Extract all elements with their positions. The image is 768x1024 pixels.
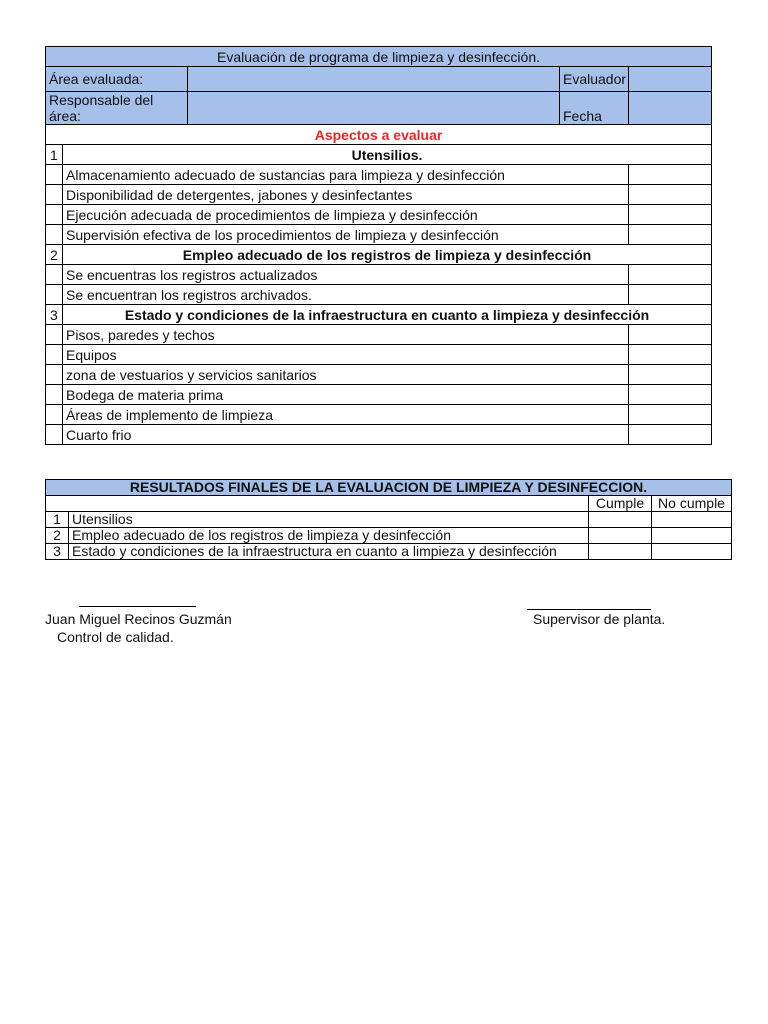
checklist-item bbox=[46, 165, 712, 185]
checklist-item-label: Ejecución adecuada de procedimientos de limpieza y desinfección bbox=[63, 205, 629, 225]
responsible-row bbox=[46, 92, 712, 125]
checklist-item bbox=[46, 425, 712, 445]
checklist-item-label: Cuarto frio bbox=[63, 425, 629, 445]
results-header-row bbox=[46, 496, 732, 512]
checklist-item bbox=[46, 365, 712, 385]
section-title: Empleo adecuado de los registros de limpieza y desinfección bbox=[63, 245, 712, 265]
checklist-item-label: zona de vestuarios y servicios sanitarios bbox=[63, 365, 629, 385]
results-row-label: Estado y condiciones de la infraestructura en cuanto a limpieza y desinfección bbox=[69, 544, 589, 560]
cumple-cell[interactable] bbox=[589, 528, 652, 544]
date-label: Fecha bbox=[560, 92, 629, 125]
area-label: Área evaluada: bbox=[46, 67, 188, 92]
results-row-number: 3 bbox=[46, 544, 69, 560]
checklist-item-label: Áreas de implemento de limpieza bbox=[63, 405, 629, 425]
evaluation-title: Evaluación de programa de limpieza y desinfección. bbox=[46, 47, 712, 67]
cumple-cell[interactable] bbox=[589, 512, 652, 528]
date-value-field[interactable] bbox=[629, 92, 712, 125]
checklist-item bbox=[46, 265, 712, 285]
checklist-item bbox=[46, 385, 712, 405]
checklist-item-label: Equipos bbox=[63, 345, 629, 365]
checklist-item bbox=[46, 225, 712, 245]
checklist-item-label: Almacenamiento adecuado de sustancias para limpieza y desinfección bbox=[63, 165, 629, 185]
evaluator-label: Evaluador bbox=[560, 67, 629, 92]
checklist-item-label: Se encuentras los registros actualizados bbox=[63, 265, 629, 285]
results-row bbox=[46, 512, 732, 528]
checklist-item bbox=[46, 405, 712, 425]
evaluation-title-row bbox=[46, 47, 712, 67]
section-header bbox=[46, 305, 712, 325]
no-cumple-cell[interactable] bbox=[652, 528, 732, 544]
area-row bbox=[46, 67, 712, 92]
left-signature-line bbox=[79, 606, 196, 607]
responsible-value-field[interactable] bbox=[188, 92, 560, 125]
aspects-heading: Aspectos a evaluar bbox=[46, 125, 712, 145]
checklist-item-label: Se encuentran los registros archivados. bbox=[63, 285, 629, 305]
area-value-field[interactable] bbox=[188, 67, 560, 92]
checklist-item-label: Pisos, paredes y techos bbox=[63, 325, 629, 345]
checklist-item-check-cell[interactable] bbox=[629, 165, 712, 185]
no-cumple-cell[interactable] bbox=[652, 512, 732, 528]
section-header bbox=[46, 145, 712, 165]
results-row-label: Utensilios bbox=[69, 512, 589, 528]
section-number: 1 bbox=[46, 145, 63, 165]
results-row-label: Empleo adecuado de los registros de limpieza y desinfección bbox=[69, 528, 589, 544]
results-table bbox=[45, 479, 732, 560]
evaluator-value-field[interactable] bbox=[629, 67, 712, 92]
checklist-item bbox=[46, 185, 712, 205]
checklist-item-check-cell[interactable] bbox=[629, 225, 712, 245]
no-cumple-column-header: No cumple bbox=[652, 496, 732, 512]
cumple-column-header: Cumple bbox=[589, 496, 652, 512]
results-title: RESULTADOS FINALES DE LA EVALUACION DE LIMPIEZA Y DESINFECCION. bbox=[46, 480, 732, 496]
no-cumple-cell[interactable] bbox=[652, 544, 732, 560]
section-number: 3 bbox=[46, 305, 63, 325]
responsible-label: Responsable del área: bbox=[46, 92, 188, 125]
checklist-item-label: Supervisión efectiva de los procedimientos de limpieza y desinfección bbox=[63, 225, 629, 245]
checklist-item-check-cell[interactable] bbox=[629, 385, 712, 405]
left-signature-role: Control de calidad. bbox=[57, 629, 174, 645]
checklist-item bbox=[46, 205, 712, 225]
checklist-item-check-cell[interactable] bbox=[629, 185, 712, 205]
section-title: Utensilios. bbox=[63, 145, 712, 165]
left-signature-name: Juan Miguel Recinos Guzmán bbox=[45, 611, 232, 627]
checklist-item-check-cell[interactable] bbox=[629, 265, 712, 285]
aspects-heading-row bbox=[46, 125, 712, 145]
results-row bbox=[46, 544, 732, 560]
checklist-item-check-cell[interactable] bbox=[629, 285, 712, 305]
cumple-cell[interactable] bbox=[589, 544, 652, 560]
checklist-item-check-cell[interactable] bbox=[629, 365, 712, 385]
checklist-item-check-cell[interactable] bbox=[629, 325, 712, 345]
evaluation-table bbox=[45, 46, 712, 445]
results-row bbox=[46, 528, 732, 544]
checklist-item-label: Bodega de materia prima bbox=[63, 385, 629, 405]
results-title-row bbox=[46, 480, 732, 496]
right-signature-role: Supervisor de planta. bbox=[533, 611, 666, 627]
section-title: Estado y condiciones de la infraestructura en cuanto a limpieza y desinfección bbox=[63, 305, 712, 325]
checklist-item bbox=[46, 345, 712, 365]
checklist-item-label: Disponibilidad de detergentes, jabones y desinfectantes bbox=[63, 185, 629, 205]
results-row-number: 1 bbox=[46, 512, 69, 528]
checklist-item bbox=[46, 325, 712, 345]
results-row-number: 2 bbox=[46, 528, 69, 544]
checklist-item-check-cell[interactable] bbox=[629, 205, 712, 225]
checklist-item bbox=[46, 285, 712, 305]
section-header bbox=[46, 245, 712, 265]
right-signature-line bbox=[527, 609, 651, 610]
checklist-item-check-cell[interactable] bbox=[629, 425, 712, 445]
section-number: 2 bbox=[46, 245, 63, 265]
checklist-item-check-cell[interactable] bbox=[629, 405, 712, 425]
checklist-item-check-cell[interactable] bbox=[629, 345, 712, 365]
